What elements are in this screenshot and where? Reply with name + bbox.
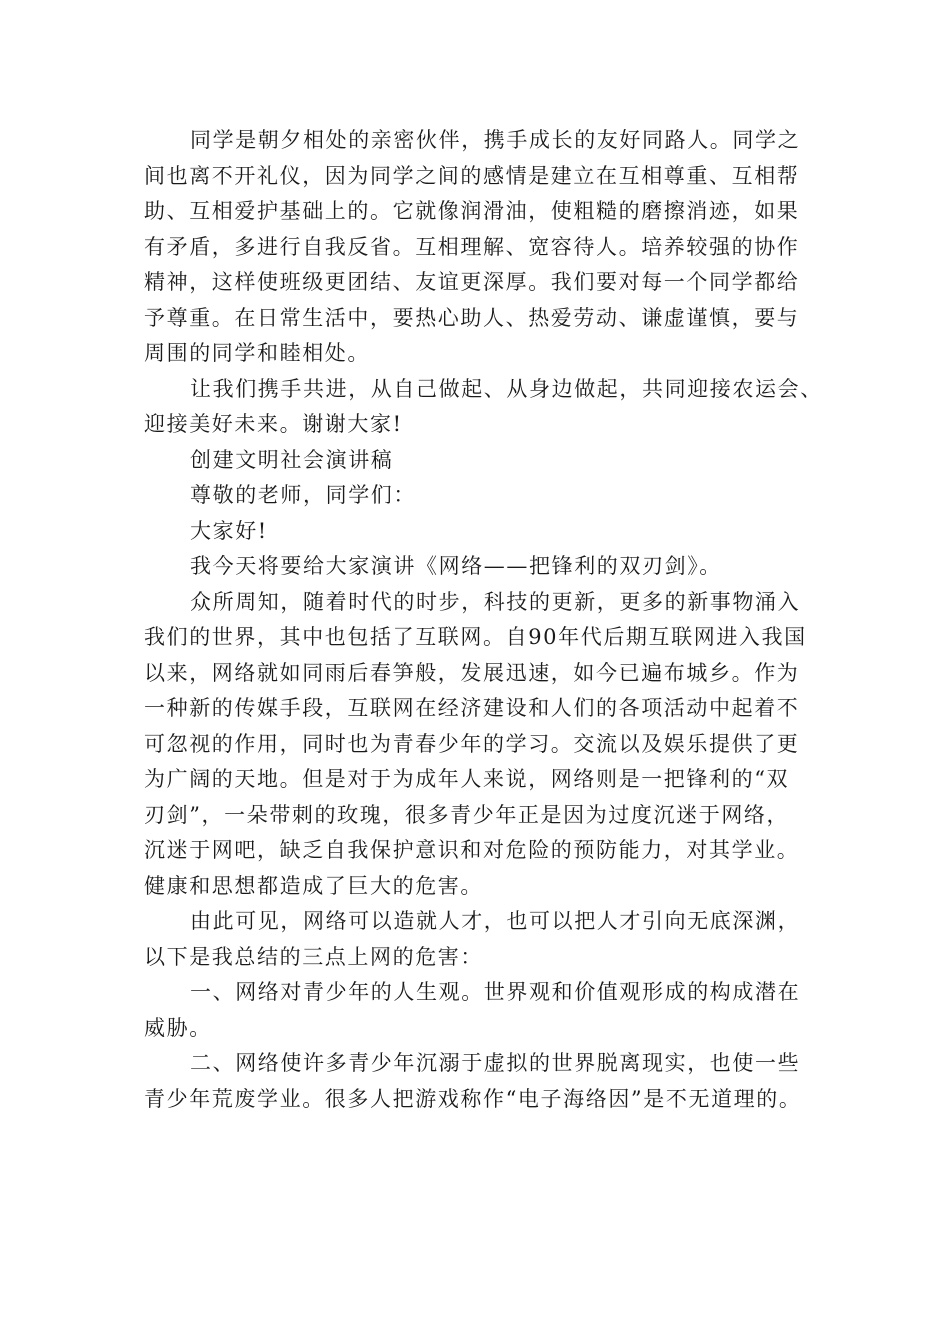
text-line: 青少年荒废学业。很多人把游戏称作“电子海络因”是不无道理的。 [144,1086,802,1111]
greeting: 大家好! [190,518,268,543]
salutation: 尊敬的老师，同学们： [190,483,416,507]
text-line: 刃剑”，一朵带刺的玫瑰，很多青少年正是因为过度沉迷于网络， [144,802,790,827]
text-line: 众所周知，随着时代的时步，科技的更新，更多的新事物涌入 [190,589,801,614]
text-line: 同学是朝夕相处的亲密伙伴，携手成长的友好同路人。同学之 [190,128,801,152]
text-line: 予尊重。在日常生活中，要热心助人、热爱劳动、谦虚谨慎，要与 [144,305,800,330]
text-line: 精神，这样使班级更团结、友谊更深厚。我们要对每一个同学都给 [144,270,800,294]
list-item-2: 二、网络使许多青少年沉溺于虚拟的世界脱离现实，也使一些 [190,1051,801,1075]
text-line: 由此可见，网络可以造就人才，也可以把人才引向无底深渊， [190,909,801,933]
text-line: 有矛盾，多进行自我反省。互相理解、宽容待人。培养较强的协作 [144,234,800,259]
text-line: 我们的世界，其中也包括了互联网。自90年代后期互联网进入我国 [144,625,807,649]
text-line: 我今天将要给大家演讲《网络——把锋利的双刃剑》。 [190,554,722,578]
text-line: 以下是我总结的三点上网的危害： [144,944,483,969]
text-line: 助、互相爱护基础上的。它就像润滑油，使粗糙的磨擦消迹，如果 [144,199,800,223]
list-item-1: 一、网络对青少年的人生观。世界观和价值观形成的构成潜在 [190,980,801,1004]
text-line: 威胁。 [144,1015,212,1040]
text-line: 一种新的传媒手段，互联网在经济建设和人们的各项活动中起着不 [144,696,800,720]
text-line: 可忽视的作用，同时也为青春少年的学习。交流以及娱乐提供了更 [144,731,800,756]
text-line: 周围的同学和睦相处。 [144,341,370,365]
text-line: 为广阔的天地。但是对于为成年人来说，网络则是一把锋利的“双 [144,767,790,791]
text-line: 健康和思想都造成了巨大的危害。 [144,873,483,898]
text-line: 让我们携手共进，从自己做起、从身边做起，共同迎接农运会、 [190,376,823,401]
text-line: 间也离不开礼仪，因为同学之间的感情是建立在互相尊重、互相帮 [144,163,800,188]
speech-title: 创建文明社会演讲稿 [190,447,394,472]
text-line: 迎接美好未来。谢谢大家! [144,412,403,436]
text-line: 以来，网络就如同雨后春笋般，发展迅速，如今已遍布城乡。作为 [144,660,800,685]
text-line: 沉迷于网吧，缺乏自我保护意识和对危险的预防能力，对其学业。 [144,838,800,862]
document-body [144,123,823,1117]
